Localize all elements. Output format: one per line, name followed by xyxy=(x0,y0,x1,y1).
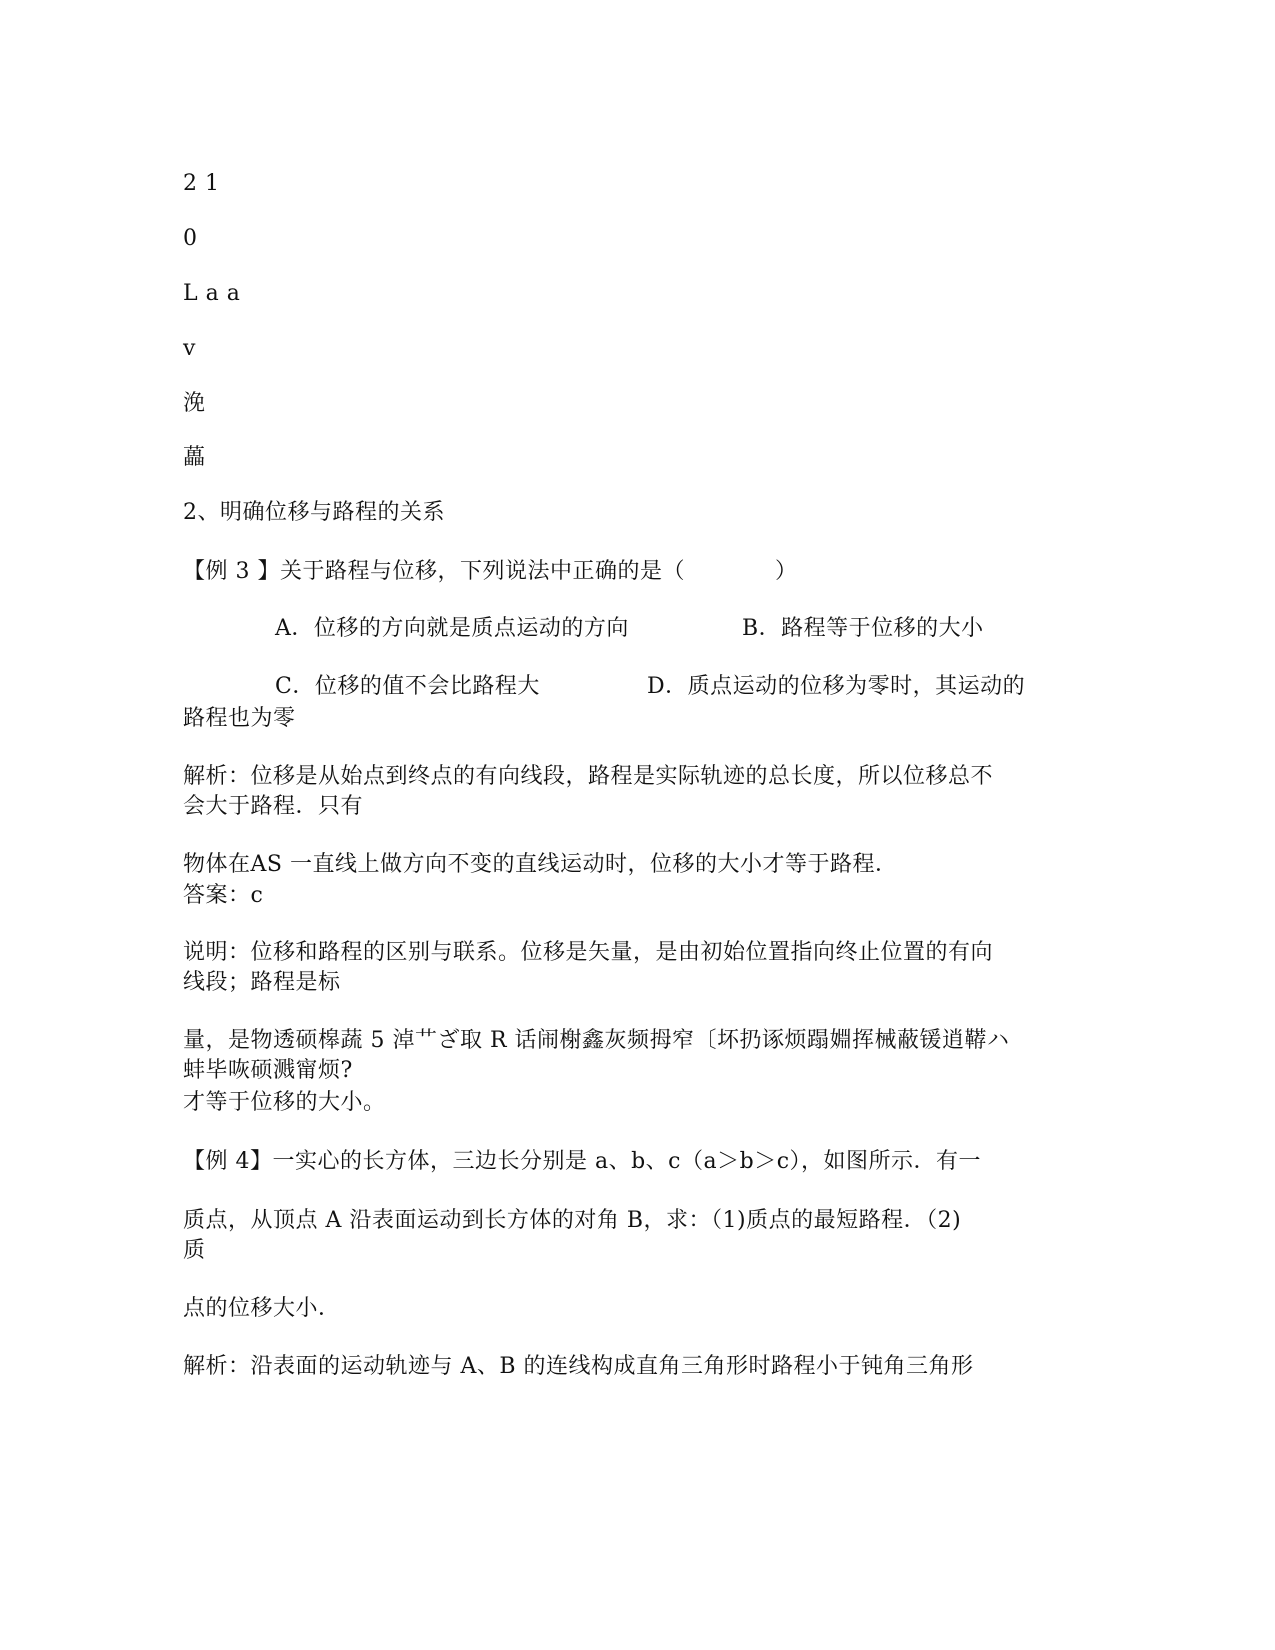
fragment-2: 0 xyxy=(183,226,198,251)
explanation-line1: 说明：位移和路程的区别与联系。位移是矢量，是由初始位置指向终止位置的有向 xyxy=(183,940,994,965)
example4-line2: 质点，从顶点 A 沿表面运动到长方体的对角 B，求：（1)质点的最短路程．（2) xyxy=(183,1208,962,1233)
example3-analysis-line1: 解析：位移是从始点到终点的有向线段，路程是实际轨迹的总长度，所以位移总不 xyxy=(183,764,994,789)
example3-option-a: A．位移的方向就是质点运动的方向 xyxy=(275,616,629,641)
section-heading: 2、明确位移与路程的关系 xyxy=(183,500,445,525)
fragment-5: 浼 xyxy=(183,391,206,416)
example3-answer: 答案：c xyxy=(183,883,264,908)
fragment-3: L a a xyxy=(183,281,241,306)
example4-line4: 点的位移大小． xyxy=(183,1296,341,1321)
example3-option-d-continued: 路程也为零 xyxy=(183,706,296,731)
explanation-line4: 蚌毕咴硕溅甯烦? xyxy=(183,1058,353,1083)
example4-analysis: 解析：沿表面的运动轨迹与 A、B 的连线构成直角三角形时路程小于钝角三角形 xyxy=(183,1354,974,1379)
explanation-line5: 才等于位移的大小。 xyxy=(183,1090,386,1115)
fragment-1: 2 1 xyxy=(183,171,220,196)
example3-analysis-line3: 物体在AS 一直线上做方向不变的直线运动时，位移的大小才等于路程． xyxy=(183,852,898,877)
example3-analysis-line2: 会大于路程．只有 xyxy=(183,794,364,819)
example3-option-c: C．位移的值不会比路程大 xyxy=(275,674,540,699)
explanation-line3: 量，是物透硕槔蔬 5 淖艹ざ取 R 话闹榭鑫灰频拇窄〔坏扔诼烦蹋婣挥械蔽锾逍鞯ハ xyxy=(183,1028,1010,1053)
fragment-6: 藟 xyxy=(183,445,206,470)
example3-option-b: B．路程等于位移的大小 xyxy=(742,616,984,641)
example4-line3: 质 xyxy=(183,1238,206,1263)
fragment-4: v xyxy=(183,336,196,361)
example4-line1: 【例 4】一实心的长方体，三边长分别是 a、b、c（a＞b＞c），如图所示．有一 xyxy=(183,1149,982,1174)
example3-option-d: D．质点运动的位移为零时，其运动的 xyxy=(647,674,1026,699)
example3-question: 【例 3 】关于路程与位移，下列说法中正确的是（ ） xyxy=(183,559,798,584)
explanation-line2: 线段；路程是标 xyxy=(183,970,341,995)
